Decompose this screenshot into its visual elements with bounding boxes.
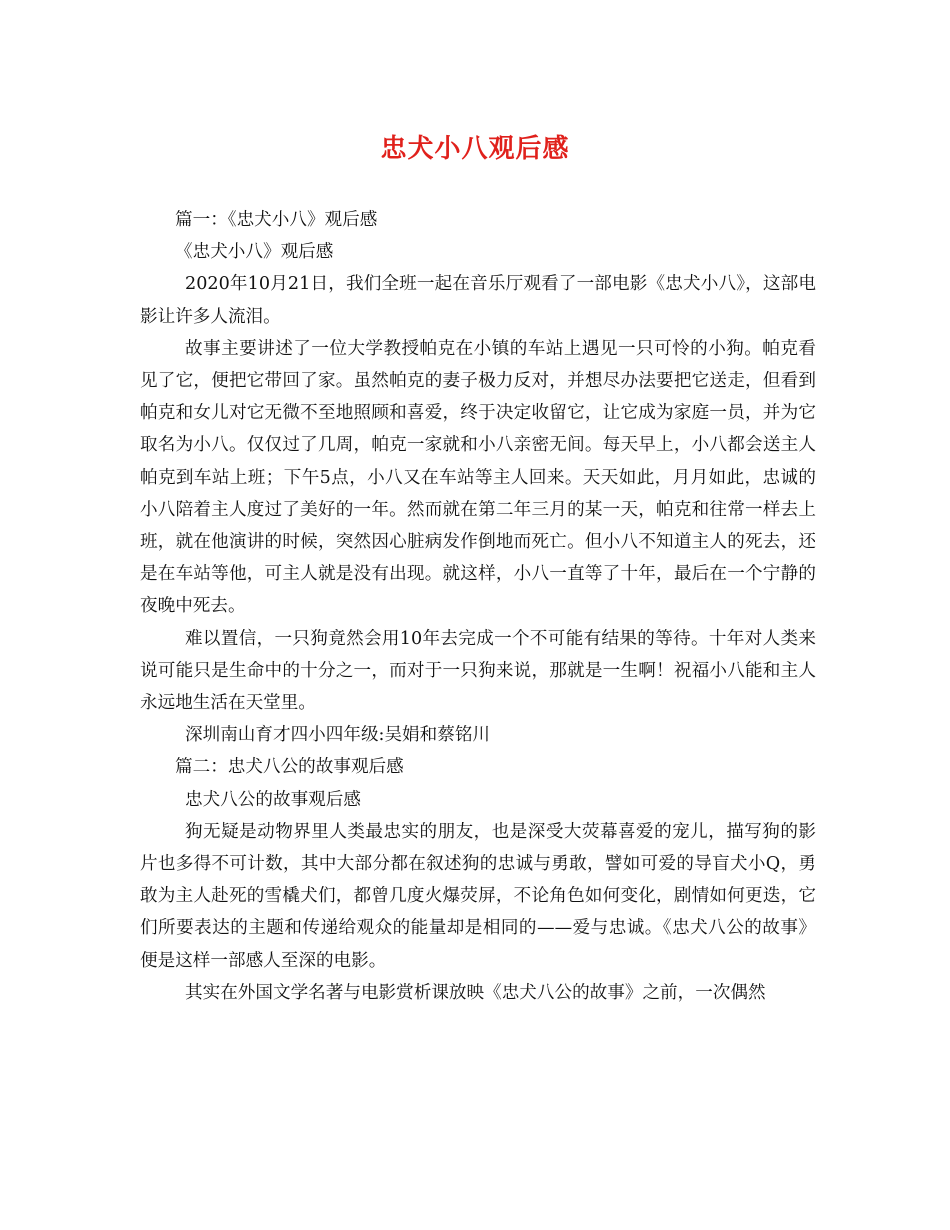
paragraph: 篇一：《忠犬小八》观后感: [175, 210, 378, 230]
document-body: [140, 204, 816, 1009]
paragraph: 《忠犬小八》观后感: [175, 242, 334, 263]
paragraph: 忠犬八公的故事观后感: [185, 789, 361, 810]
paragraph: 狗无疑是动物界里人类最忠实的朋友，也是深受大荧幕喜爱的宠儿，描写狗的影片也多得不可计数，其中大部分都在叙述狗的忠诚与勇敢，譬如可爱的导盲犬小Q，勇敢为主人赴死的雪橇犬们，都曾几度火爆荧屏，不论角色如何变化，剧情如何更迭，它们所要表达的主题和传递给观众的能量却是相同的——爱与忠诚。《忠犬八公的故事》便是这样一部感人至深的电影。: [140, 821, 816, 971]
paragraph: 故事主要讲述了一位大学教授帕克在小镇的车站上遇见一只可怜的小狗。帕克看见了它，便把它带回了家。虽然帕克的妻子极力反对，并想尽办法要把它送走，但看到帕克和女儿对它无微不至地照顾和喜爱，终于决定收留它，让它成为家庭一员，并为它取名为小八。仅仅过了几周，帕克一家就和小八亲密无间。每天早上，小八都会送主人帕克到车站上班；下午5点，小八又在车站等主人回来。天天如此，月月如此，忠诚的小八陪着主人度过了美好的一年。然而就在第二年三月的某一天，帕克和往常一样去上班，就在他演讲的时候，突然因心脏病发作倒地而死亡。但小八不知道主人的死去，还是在车站等他，可主人就是没有出现。就这样，小八一直等了十年，最后在一个宁静的夜晚中死去。: [140, 338, 816, 617]
document-title: 忠犬小八观后感: [380, 134, 570, 164]
paragraph: 2020年10月21日，我们全班一起在音乐厅观看了一部电影《忠犬小八》，这部电影让许多人流泪。: [140, 274, 816, 327]
paragraph: 其实在外国文学名著与电影赏析课放映《忠犬八公的故事》之前，一次偶然: [185, 982, 766, 1003]
paragraph: 深圳南山育才四小四年级:吴娟和蔡铭川: [185, 725, 491, 746]
paragraph: 篇二：忠犬八公的故事观后感: [175, 757, 404, 778]
paragraph: 难以置信，一只狗竟然会用10年去完成一个不可能有结果的等待。十年对人类来说可能只是生命中的十分之一，而对于一只狗来说，那就是一生啊！祝福小八能和主人永远地生活在天堂里。: [140, 628, 816, 714]
